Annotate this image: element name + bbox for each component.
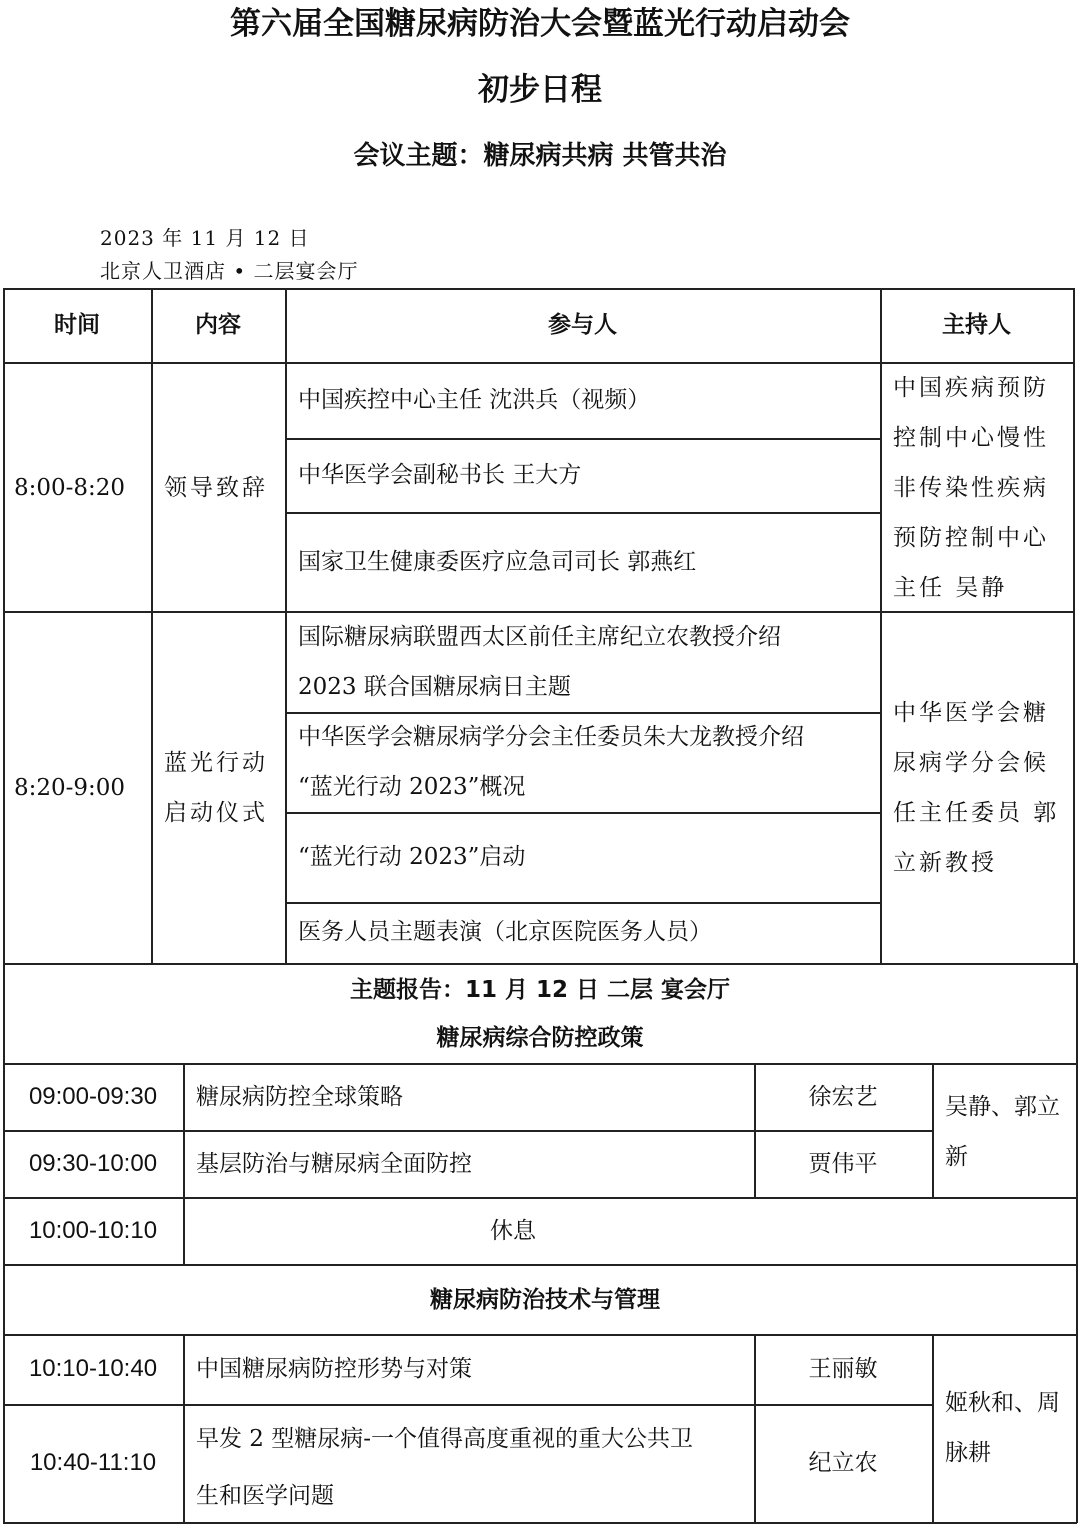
session2-participant-3: “蓝光行动 2023”启动 bbox=[298, 844, 526, 870]
column-header-time: 时间 bbox=[54, 312, 100, 338]
report-row-1-speaker: 徐宏艺 bbox=[808, 1084, 878, 1110]
report-row-4-topic: 中国糖尿病防控形势与对策 bbox=[196, 1356, 472, 1382]
report-row-4-speaker: 王丽敏 bbox=[808, 1356, 878, 1382]
meeting-date: 2023 年 11 月 12 日 bbox=[100, 226, 310, 250]
meeting-venue: 北京人卫酒店 • 二层宴会厅 bbox=[100, 259, 359, 283]
report-row-5-time: 10:40-11:10 bbox=[29, 1449, 157, 1476]
report-row-2-topic: 基层防治与糖尿病全面防控 bbox=[196, 1151, 472, 1177]
document-title: 第六届全国糖尿病防治大会暨蓝光行动启动会 bbox=[230, 6, 850, 42]
report-row-4-time: 10:10-10:40 bbox=[28, 1355, 158, 1382]
session1-content: 领导致辞 bbox=[164, 475, 268, 501]
report-row-1-topic: 糖尿病防控全球策略 bbox=[196, 1084, 403, 1110]
report-row-5-speaker: 纪立农 bbox=[808, 1450, 878, 1476]
column-header-content: 内容 bbox=[195, 312, 241, 338]
session1-participant-3: 国家卫生健康委医疗应急司司长 郭燕红 bbox=[298, 549, 697, 575]
report-row-3-break: 休息 bbox=[490, 1218, 536, 1244]
report-row-1-time: 09:00-09:30 bbox=[28, 1083, 158, 1110]
session2-time: 8:20-9:00 bbox=[14, 775, 126, 801]
report-row-2-speaker: 贾伟平 bbox=[808, 1151, 878, 1177]
session2-participant-4: 医务人员主题表演（北京医院医务人员） bbox=[298, 919, 712, 945]
report-row-2-time: 09:30-10:00 bbox=[28, 1150, 158, 1177]
session1-participant-1: 中国疾控中心主任 沈洪兵（视频） bbox=[298, 387, 651, 413]
report-banner: 主题报告：11 月 12 日 二层 宴会厅 bbox=[349, 977, 731, 1003]
session1-time: 8:00-8:20 bbox=[14, 475, 126, 501]
section-title-policy: 糖尿病综合防控政策 bbox=[436, 1025, 644, 1051]
report-row-3-time: 10:00-10:10 bbox=[28, 1217, 158, 1244]
document-subtitle: 初步日程 bbox=[478, 72, 602, 108]
session1-participant-2: 中华医学会副秘书长 王大方 bbox=[298, 462, 582, 488]
section-title-technology: 糖尿病防治技术与管理 bbox=[430, 1287, 660, 1313]
conference-theme: 会议主题：糖尿病共病 共管共治 bbox=[353, 141, 727, 171]
column-header-host: 主持人 bbox=[942, 312, 1011, 338]
column-header-participants: 参与人 bbox=[548, 312, 617, 338]
